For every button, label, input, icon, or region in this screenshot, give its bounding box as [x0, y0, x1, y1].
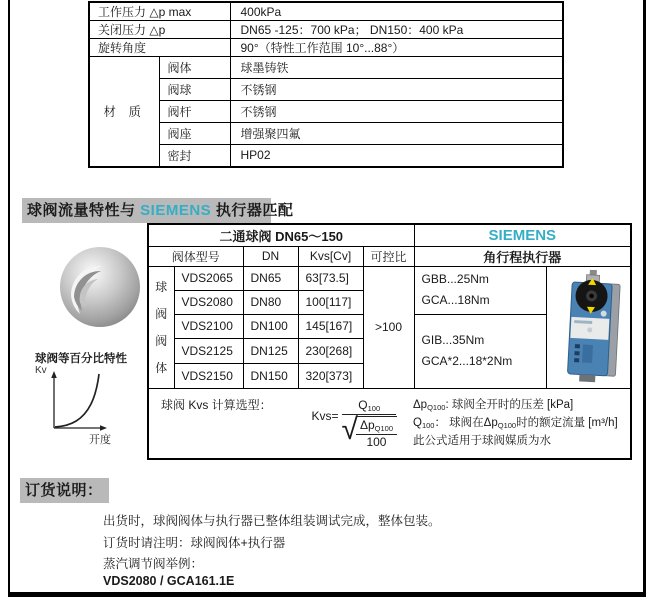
kv-curve-chart [45, 368, 111, 434]
material-label: 阀体 [159, 57, 230, 79]
valve-model-cell: VDS2125 [174, 338, 243, 363]
dn-cell: DN65 [243, 266, 298, 290]
actuator-model: GIB...35Nm [421, 333, 485, 347]
dn-cell: DN100 [243, 314, 298, 338]
col-header-ratio: 可控比 [363, 246, 414, 266]
order-example: VDS2080 / GCA161.1E [103, 574, 235, 588]
equal-percentage-caption: 球阀等百分比特性 [35, 353, 127, 365]
match-table [147, 223, 632, 460]
dn-cell: DN150 [243, 363, 298, 388]
ratio-cell: >100 [363, 266, 414, 388]
formula-notes [397, 389, 630, 459]
formula-numerator: $Q_{100}$ [342, 398, 396, 415]
table-title-brand: SIEMENS [414, 224, 631, 246]
dn-cell: DN125 [243, 338, 298, 363]
col-header-actuator: 角行程执行器 [414, 246, 631, 266]
formula-note: $\Delta p_{Q100}$: 球阀全开时的压差 [kPa] [413, 398, 574, 412]
group-label-char: 体 [155, 361, 168, 375]
spec-label: 旋转角度 [89, 39, 230, 57]
group-label-char: 阀 [155, 334, 168, 348]
order-note-line: 蒸汽调节阀举例： [103, 557, 204, 571]
material-label: 阀球 [159, 79, 230, 101]
radical-sign: √ [341, 412, 358, 446]
material-value: 增强聚四氟 [230, 123, 563, 145]
formula-note: 此公式适用于球阀媒质为水 [413, 435, 551, 448]
material-value: 不锈钢 [230, 101, 563, 123]
flow-title-prefix: 球阀流量特性与 [27, 202, 141, 219]
actuator-model: GCA...18Nm [421, 293, 490, 307]
spec-table [88, 1, 564, 168]
spec-row [89, 39, 563, 57]
flow-title-brand: SIEMENS [140, 202, 212, 219]
group-label-char: 球 [155, 280, 168, 294]
col-header-model: 阀体型号 [148, 246, 243, 266]
spec-row [89, 57, 563, 79]
spec-value: 90°（特性工作范围 10°...88°） [230, 39, 563, 57]
kvs-cell: 145[167] [298, 314, 363, 338]
group-label-char: 阀 [155, 307, 168, 321]
flow-section-title [22, 198, 294, 223]
spec-value: DN65 -125：700 kPa； DN150：400 kPa [230, 21, 563, 39]
kv-axis-label: Kv [35, 365, 47, 376]
spec-label: 关闭压力 △p [89, 21, 230, 39]
spec-row [89, 123, 563, 145]
valve-model-cell: VDS2100 [174, 314, 243, 338]
dn-cell: DN80 [243, 290, 298, 314]
spec-row [89, 21, 563, 39]
kvs-cell: 63[73.5] [298, 266, 363, 290]
order-note-line: 订货时请注明：球阀阀体+执行器 [103, 536, 286, 550]
spec-value: 400kPa [230, 2, 563, 21]
spec-row [89, 2, 563, 21]
table-row [148, 266, 631, 290]
formula-note: $Q_{100}$： 球阀在$\Delta p_{Q100}$时的额定流量 [m³/h] [413, 416, 618, 430]
spec-row [89, 79, 563, 101]
material-group-label: 材 质 [89, 57, 159, 167]
ball-valve-image [58, 245, 142, 329]
actuator-model: GCA*2...18*2Nm [421, 354, 513, 368]
flow-title-suffix: 执行器匹配 [211, 202, 294, 219]
col-header-kvs: Kvs[Cv] [298, 246, 363, 266]
table-title-valve: 二通球阀 DN65～150 [148, 224, 414, 246]
kvs-cell: 230[268] [298, 338, 363, 363]
valve-body-group-label [148, 266, 174, 388]
formula-label: 球阀 Kvs 计算选型： [161, 397, 272, 412]
spec-row [89, 145, 563, 167]
actuator-models-group2 [414, 314, 546, 388]
actuator-image-cell [546, 266, 631, 388]
kvs-cell: 320[373] [298, 363, 363, 388]
material-value: 球墨铸铁 [230, 57, 563, 79]
kvs-cell: 100[117] [298, 290, 363, 314]
kvs-formula [265, 389, 397, 459]
order-note-line: 出货时，球阀阀体与执行器已整体组装调试完成，整体包装。 [103, 514, 441, 528]
actuator-model: GBB...25Nm [421, 272, 489, 286]
col-header-dn: DN [243, 246, 298, 266]
spec-label: 工作压力 △p max [89, 2, 230, 21]
formula-lhs: Kvs= [311, 408, 339, 423]
material-label: 阀座 [159, 123, 230, 145]
material-label: 阀杆 [159, 101, 230, 123]
material-value: HP02 [230, 145, 563, 167]
actuator-models-group1 [414, 266, 546, 314]
formula-denominator: $\Delta p_{Q100}$ 100 [356, 416, 397, 449]
order-section-title: 订货说明： [20, 478, 109, 503]
valve-model-cell: VDS2080 [174, 290, 243, 314]
actuator-image [558, 269, 626, 383]
valve-model-cell: VDS2150 [174, 363, 243, 388]
spec-row [89, 101, 563, 123]
formula-cell [148, 388, 631, 459]
material-value: 不锈钢 [230, 79, 563, 101]
valve-model-cell: VDS2065 [174, 266, 243, 290]
opening-axis-label: 开度 [89, 434, 111, 446]
material-label: 密封 [159, 145, 230, 167]
